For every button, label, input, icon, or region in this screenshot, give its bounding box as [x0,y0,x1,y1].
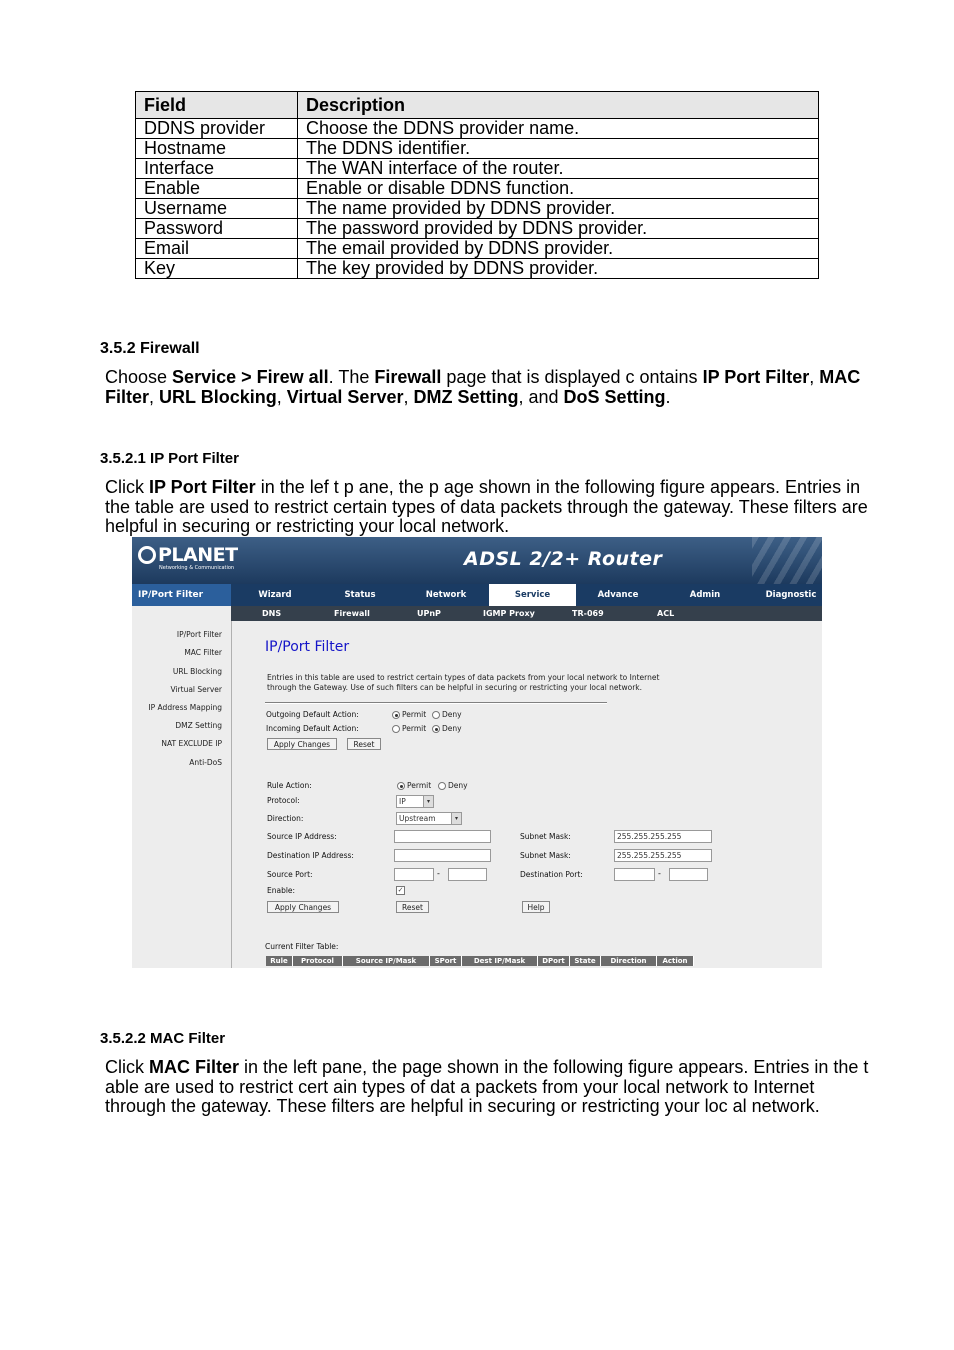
tab-advance[interactable]: Advance [597,590,639,600]
sidebar-item-mac-filter[interactable]: MAC Filter [184,648,222,657]
description-cell: Choose the DDNS provider name. [298,119,819,139]
mac-filter-paragraph: Click MAC Filter in the left pane, the page shown in the following figure appears. Entries in the t able are used to restrict cert ain types of dat a packets from your local network to Internet through the gateway. These filters are helpful in securing or restricting your loc al network. [105,1057,869,1116]
logo-text: PLANET [158,544,238,566]
field-cell: DDNS provider [136,119,298,139]
ddns-field-table [135,91,819,279]
reset-button[interactable]: Reset [347,738,381,750]
sidebar-item-ip-address-mapping[interactable]: IP Address Mapping [148,703,222,712]
column-header-direction: Direction [601,956,657,966]
tab-diagnostic[interactable]: Diagnostic [765,590,817,600]
outgoing-permit-radio[interactable]: Permit [392,710,426,719]
column-header-state: State [570,956,601,966]
field-cell: Password [136,219,298,239]
table-row [136,159,819,179]
divider [265,702,607,704]
subtab-upnp[interactable]: UPnP [417,609,441,618]
protocol-label: Protocol: [267,796,300,805]
description-cell: The key provided by DDNS provider. [298,259,819,279]
radio-selected-icon [392,711,400,719]
subtab-acl[interactable]: ACL [657,609,675,618]
current-filter-table-title: Current Filter Table: [265,942,339,951]
radio-icon [432,711,440,719]
incoming-default-action-label: Incoming Default Action: [266,724,359,733]
banner-title: ADSL 2/2+ Router [464,548,663,570]
mac-filter-heading: 3.5.2.2 MAC Filter [100,1030,226,1047]
description-cell: The DDNS identifier. [298,139,819,159]
radio-icon [392,725,400,733]
banner-stripes [752,537,822,584]
dest-ip-input[interactable] [394,849,491,862]
rule-action-label: Rule Action: [267,781,312,790]
ip-port-filter-heading: 3.5.2.1 IP Port Filter [100,450,239,467]
protocol-select[interactable]: IP ▾ [396,795,434,808]
subtab-igmp-proxy[interactable]: IGMP Proxy [483,609,535,618]
source-port-label: Source Port: [267,870,313,879]
description-cell: Enable or disable DDNS function. [298,179,819,199]
rule-apply-changes-button[interactable]: Apply Changes [267,901,339,913]
dest-port-start-input[interactable] [614,868,655,881]
direction-select[interactable]: Upstream ▾ [396,812,462,825]
column-header-field: Field [136,92,298,119]
radio-selected-icon [432,725,440,733]
router-banner [132,537,822,584]
radio-selected-icon [397,782,405,790]
help-button[interactable]: Help [522,901,550,913]
source-port-end-input[interactable] [448,868,487,881]
tab-network[interactable]: Network [425,590,467,600]
table-row [136,139,819,159]
tab-admin[interactable]: Admin [689,590,721,600]
subtab-tr069[interactable]: TR-069 [572,609,604,618]
tab-service[interactable]: Service [489,584,576,606]
field-cell: Enable [136,179,298,199]
field-cell: Username [136,199,298,219]
source-ip-label: Source IP Address: [267,832,337,841]
ip-port-filter-paragraph: Click IP Port Filter in the lef t p ane, the p age shown in the following figure appears. Entries in the table are used to restrict certain types of data packets through the gateway. These filters are helpful in securing or restricting your local network. [105,477,868,536]
page-description: Entries in this table are used to restrict certain types of data packets from your local network to Internet through the Gateway. Use of such filters can be helpful in securing or restricting your local network. [267,673,660,692]
source-ip-input[interactable] [394,830,491,843]
planet-logo-icon [138,546,156,564]
radio-icon [438,782,446,790]
sidebar-item-url-blocking[interactable]: URL Blocking [172,667,222,676]
sidebar-item-ip-port-filter[interactable]: IP/Port Filter [176,630,222,639]
column-header-description: Description [298,92,819,119]
tab-status[interactable]: Status [344,590,376,600]
firewall-heading: 3.5.2 Firewall [100,340,200,357]
source-port-start-input[interactable] [394,868,434,881]
column-header-protocol: Protocol [293,956,343,966]
description-cell: The name provided by DDNS provider. [298,199,819,219]
column-header-dest-ip-mask: Dest IP/Mask [462,956,538,966]
description-cell: The WAN interface of the router. [298,159,819,179]
table-row [136,219,819,239]
table-row [136,239,819,259]
enable-label: Enable: [267,886,296,895]
direction-label: Direction: [267,814,304,823]
incoming-deny-radio[interactable]: Deny [432,724,462,733]
sidebar-item-dmz-setting[interactable]: DMZ Setting [175,721,222,730]
column-header-rule: Rule [266,956,293,966]
column-header-dport: DPort [538,956,570,966]
sidebar-item-nat-exclude-ip[interactable]: NAT EXCLUDE IP [161,739,222,748]
source-subnet-mask-label: Subnet Mask: [520,832,571,841]
subnav-spacer [132,606,231,621]
section-label: IP/Port Filter [132,584,231,606]
dest-subnet-mask-label: Subnet Mask: [520,851,571,860]
table-header-row [136,92,819,119]
dest-subnet-mask-input[interactable]: 255.255.255.255 [614,849,712,862]
rule-reset-button[interactable]: Reset [396,901,429,913]
subtab-dns[interactable]: DNS [262,609,282,618]
field-cell: Interface [136,159,298,179]
tab-wizard[interactable]: Wizard [258,590,292,600]
chevron-down-icon: ▾ [423,796,433,807]
sidebar-item-anti-dos[interactable]: Anti-DoS [189,758,222,767]
outgoing-deny-radio[interactable]: Deny [432,710,462,719]
column-header-sport: SPort [430,956,462,966]
description-cell: The email provided by DDNS provider. [298,239,819,259]
dest-port-end-input[interactable] [669,868,708,881]
sidebar-item-virtual-server[interactable]: Virtual Server [170,685,222,694]
column-header-source-ip-mask: Source IP/Mask [343,956,430,966]
outgoing-default-action-label: Outgoing Default Action: [266,710,359,719]
source-port-dash: - [437,869,440,878]
firewall-paragraph: Choose Service > Firew all. The Firewall page that is displayed c ontains IP Port Filter, MAC Filter, URL Blocking, Virtual Server, DMZ Setting, and DoS Setting. [105,367,861,407]
table-row [136,179,819,199]
subtab-firewall[interactable]: Firewall [334,609,370,618]
rule-deny-radio[interactable]: Deny [438,781,468,790]
column-header-action: Action [657,956,694,966]
dest-port-dash: - [658,869,661,878]
table-row [136,199,819,219]
logo-subtitle: Networking & Communication [159,565,235,571]
description-cell: The password provided by DDNS provider. [298,219,819,239]
dest-port-label: Destination Port: [520,870,583,879]
rule-permit-radio[interactable]: Permit [397,781,431,790]
field-cell: Key [136,259,298,279]
source-subnet-mask-input[interactable]: 255.255.255.255 [614,830,712,843]
incoming-permit-radio[interactable]: Permit [392,724,426,733]
field-cell: Email [136,239,298,259]
enable-checkbox[interactable]: ✓ [397,886,404,894]
dest-ip-label: Destination IP Address: [267,851,354,860]
table-row [136,259,819,279]
sidebar-divider [231,621,232,968]
apply-changes-button[interactable]: Apply Changes [267,738,337,750]
router-screenshot [132,537,822,968]
table-row [136,119,819,139]
field-cell: Hostname [136,139,298,159]
chevron-down-icon: ▾ [451,813,461,824]
page-title: IP/Port Filter [265,639,350,655]
